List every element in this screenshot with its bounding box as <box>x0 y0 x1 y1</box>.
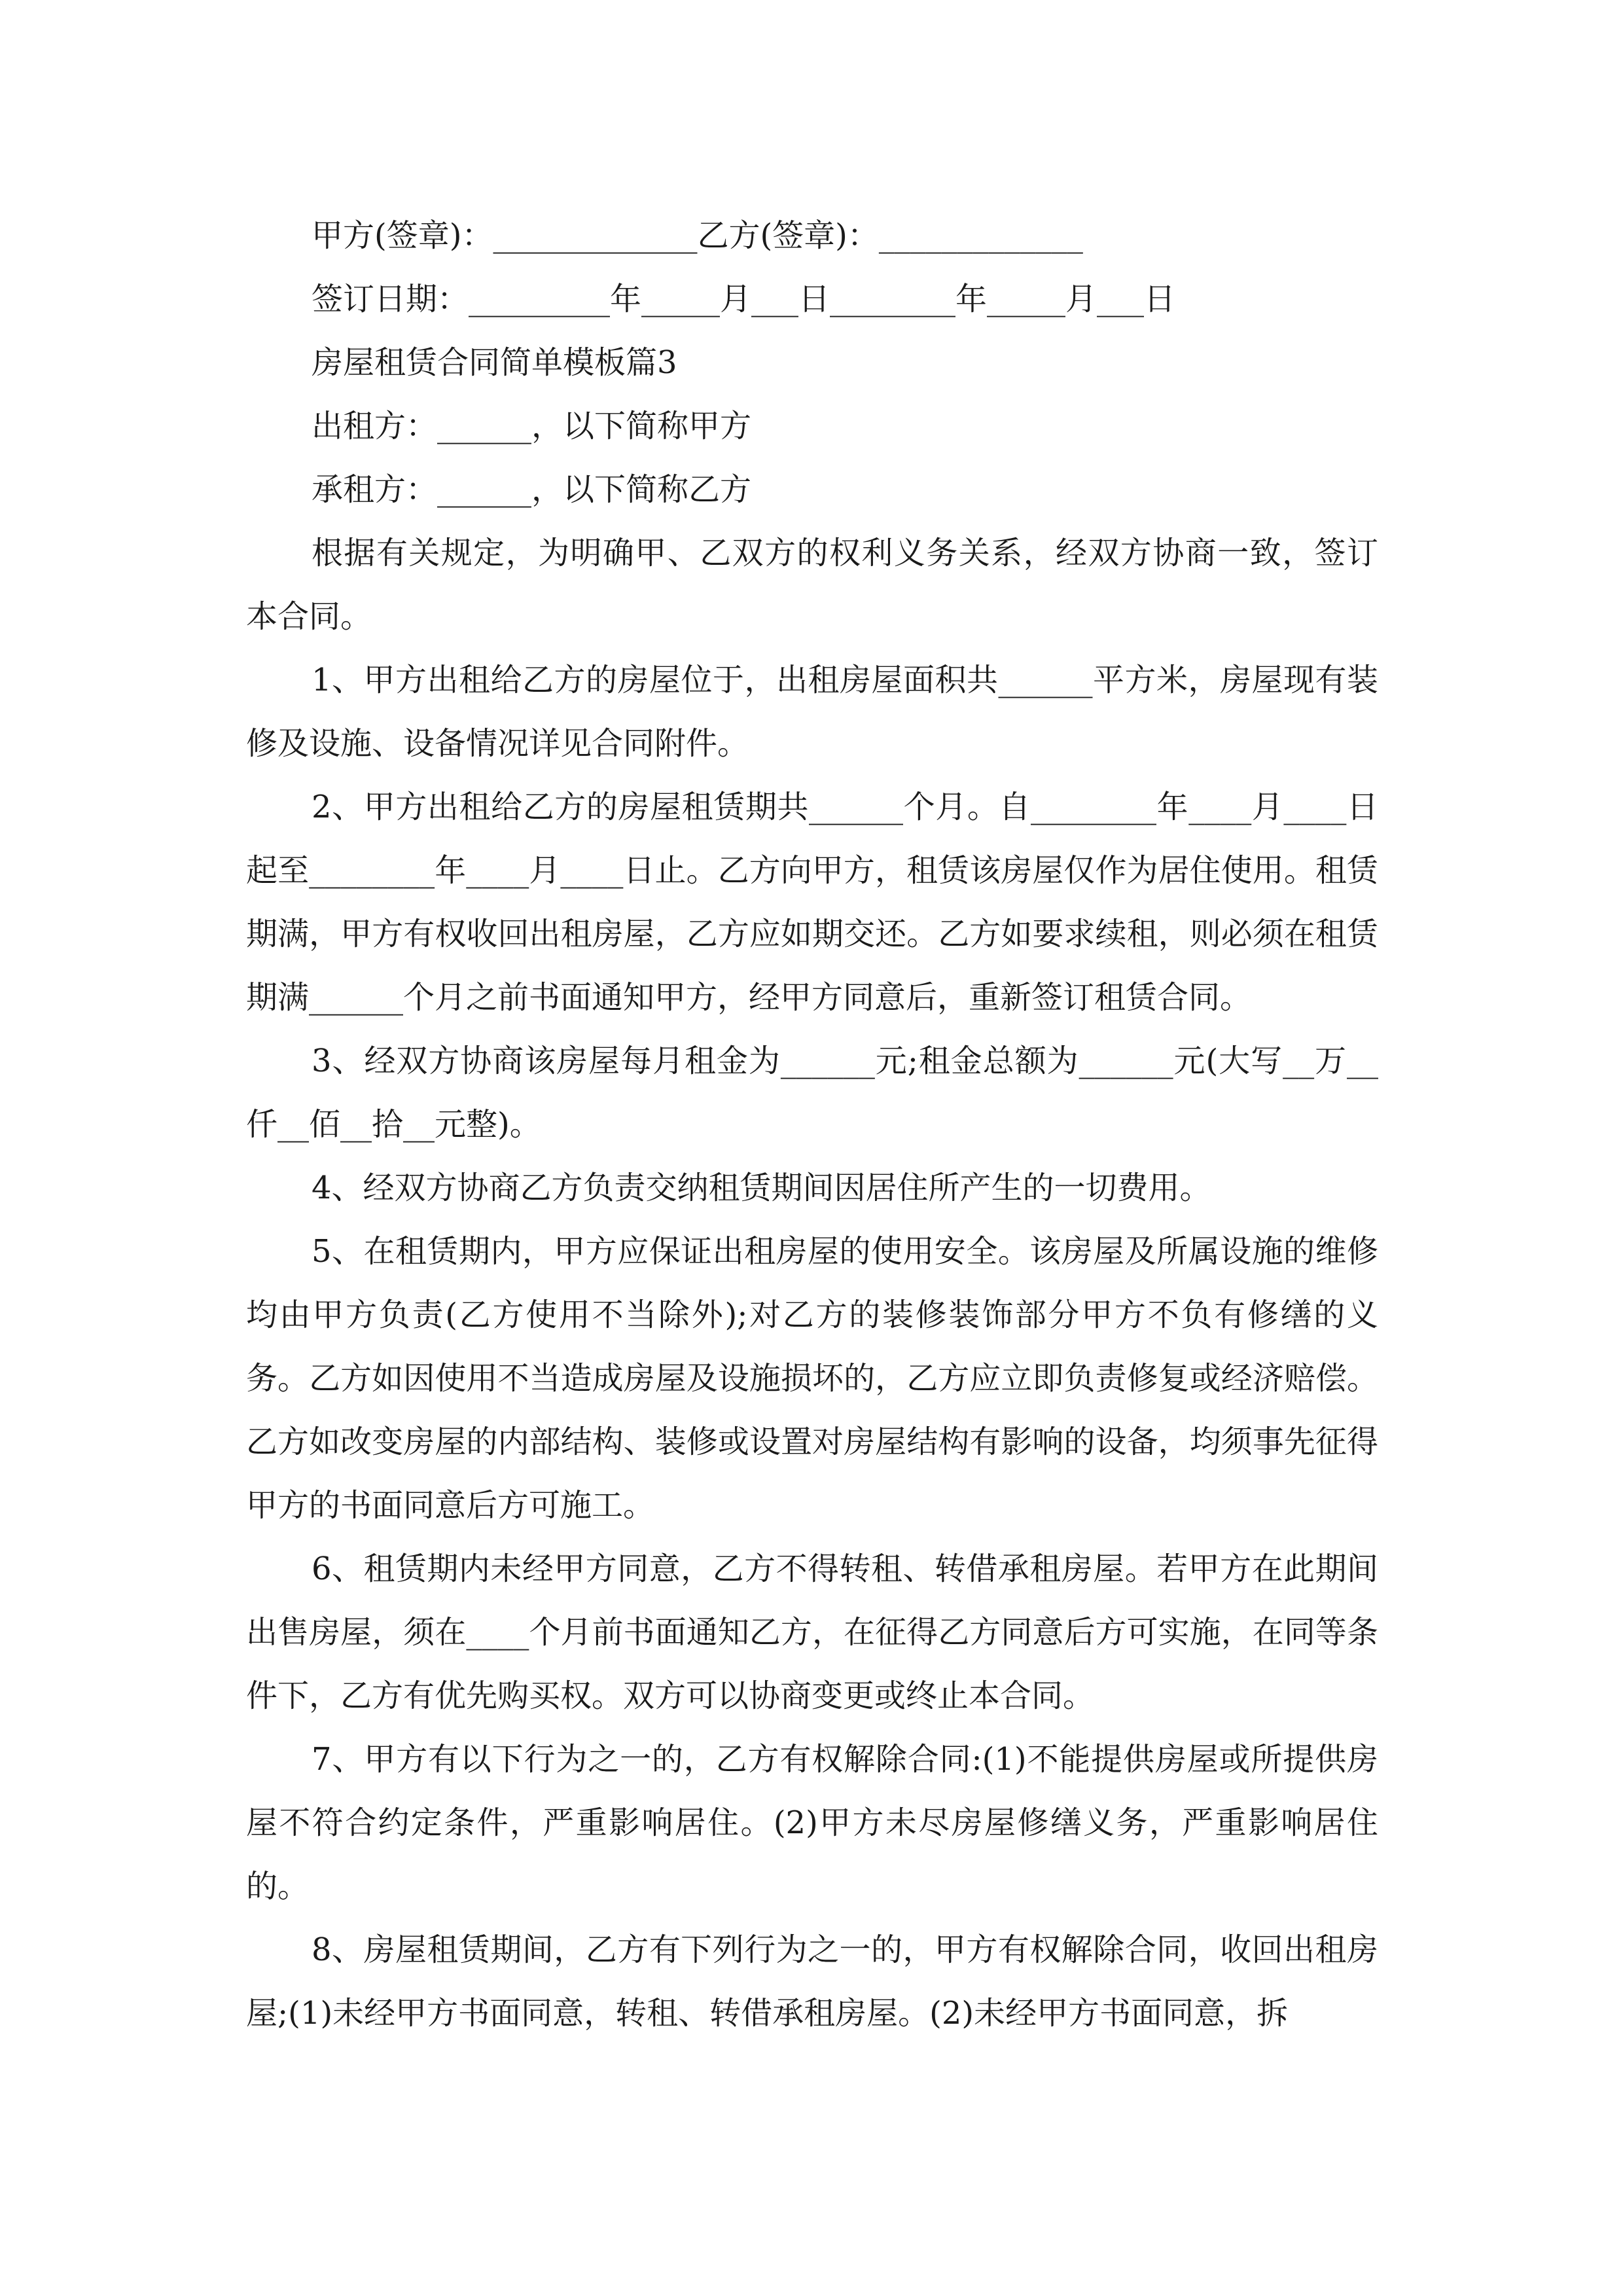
clause-2-paragraph: 2、甲方出租给乙方的房屋租赁期共______个月。自________年____月____日起至________年____月____日止。乙方向甲方，租赁该房屋仅作为居住使用。租赁期满，甲方有权收回出租房屋，乙方应如期交还。乙方如要求续租，则必须在租赁期满______个月之前书面通知甲方，经甲方同意后，重新签订租赁合同。 <box>246 789 1378 1016</box>
clause-7-paragraph: 7、甲方有以下行为之一的，乙方有权解除合同:(1)不能提供房屋或所提供房屋不符合约定条件，严重影响居住。(2)甲方未尽房屋修缮义务，严重影响居住的。 <box>246 1741 1378 1905</box>
section-title: 房屋租赁合同简单模板篇3 <box>312 344 677 381</box>
preamble-paragraph: 根据有关规定，为明确甲、乙双方的权利义务关系，经双方协商一致，签订本合同。 <box>246 535 1378 635</box>
lessor-line: 出租方：______，以下简称甲方 <box>312 408 752 444</box>
clause-8-paragraph: 8、房屋租赁期间，乙方有下列行为之一的，甲方有权解除合同，收回出租房屋;(1)未经甲方书面同意，转租、转借承租房屋。(2)未经甲方书面同意，拆 <box>246 1931 1378 2032</box>
signature-line: 甲方(签章)：_____________乙方(签章)：_____________ <box>312 217 1083 254</box>
signing-date-line: 签订日期：_________年_____月___日________年_____月___日 <box>312 281 1176 317</box>
clause-5-paragraph: 5、在租赁期内，甲方应保证出租房屋的使用安全。该房屋及所属设施的维修均由甲方负责(乙方使用不当除外);对乙方的装修装饰部分甲方不负有修缮的义务。乙方如因使用不当造成房屋及设施损坏的，乙方应立即负责修复或经济赔偿。乙方如改变房屋的内部结构、装修或设置对房屋结构有影响的设备，均须事先征得甲方的书面同意后方可施工。 <box>246 1233 1378 1524</box>
clause-4-paragraph: 4、经双方协商乙方负责交纳租赁期间因居住所产生的一切费用。 <box>312 1170 1211 1206</box>
clause-3-paragraph: 3、经双方协商该房屋每月租金为______元;租金总额为______元(大写__万__仟__佰__拾__元整)。 <box>246 1043 1378 1143</box>
clause-6-paragraph: 6、租赁期内未经甲方同意，乙方不得转租、转借承租房屋。若甲方在此期间出售房屋，须在____个月前书面通知乙方，在征得乙方同意后方可实施，在同等条件下，乙方有优先购买权。双方可以协商变更或终止本合同。 <box>246 1551 1378 1714</box>
clause-1-paragraph: 1、甲方出租给乙方的房屋位于，出租房屋面积共______平方米，房屋现有装修及设施、设备情况详见合同附件。 <box>246 662 1378 762</box>
lessee-line: 承租方：______，以下简称乙方 <box>312 471 752 508</box>
document-body <box>246 204 1378 2045</box>
